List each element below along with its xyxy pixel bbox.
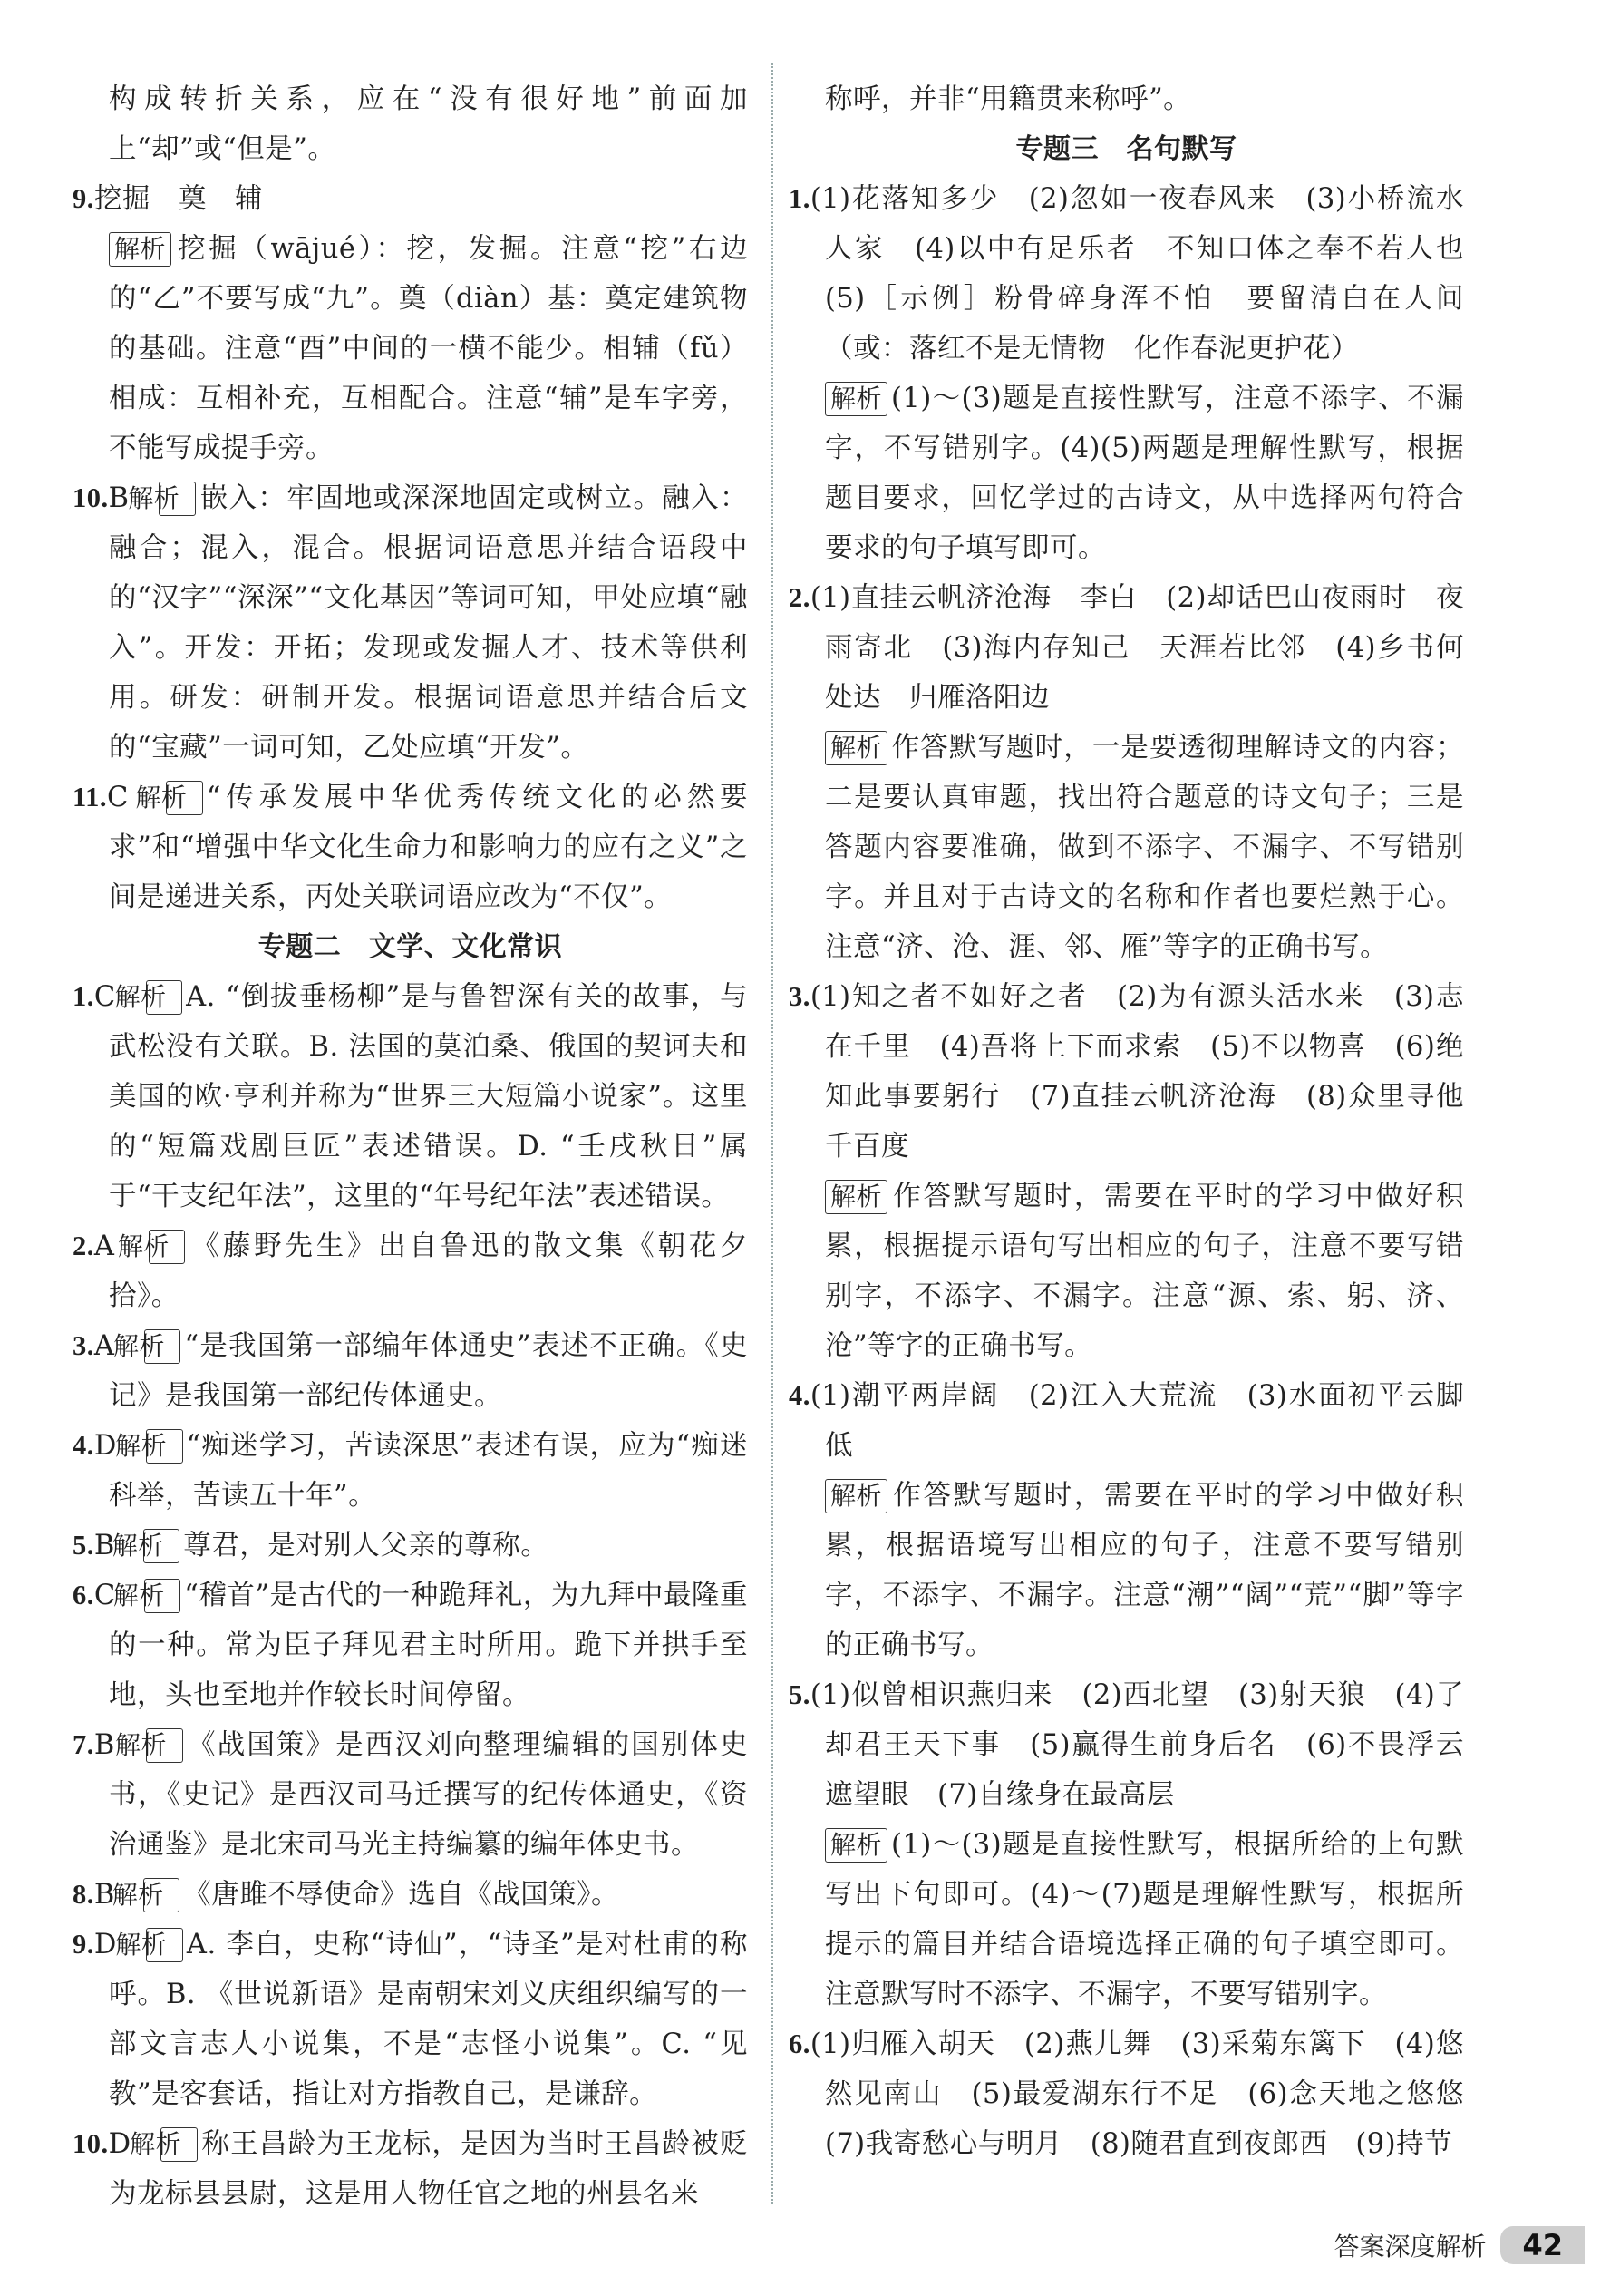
item-text: (1)潮平两岸阔 (2)江入大荒流 (3)水面初平云脚低 — [810, 1380, 1464, 1462]
item-answer: C — [93, 981, 116, 1013]
continued-text: 称呼，并非“用籍贯来称呼”。 — [825, 83, 1192, 115]
analysis-tag: 解析 — [146, 1728, 183, 1763]
analysis-tag: 解析 — [825, 1180, 887, 1214]
answer-item — [789, 1371, 1464, 1471]
analysis-tag: 解析 — [146, 1429, 183, 1464]
item-text: (1)花落知多少 (2)忽如一夜春风来 (3)小桥流水人家 (4)以中有足乐者 不知口体之奉不若人也 (5)［示例］粉骨碎身浑不怕 要留清白在人间（或：落红不是无情物 化作春泥更护花） — [810, 183, 1492, 365]
item-number: 10. — [73, 2128, 109, 2159]
answer-item — [73, 1870, 748, 1920]
analysis-paragraph — [73, 224, 748, 473]
analysis-text: 作答默写题时，需要在平时的学习中做好积累，根据提示语句写出相应的句子，注意不要写错别字，不添字、不漏字。注意“源、索、躬、济、沧”等字的正确书写。 — [825, 1181, 1464, 1362]
analysis-text: (1)～(3)题是直接性默写，注意不添字、不漏字，不写错别字。(4)(5)两题是理解性默写，根据题目要求，回忆学过的古诗文，从中选择两句符合要求的句子填写即可。 — [825, 383, 1464, 564]
answer-item — [73, 1920, 748, 2119]
item-text: (1)直挂云帆济沧海 李白 (2)却话巴山夜雨时 夜雨寄北 (3)海内存知己 天涯若比邻 (4)乡书何处达 归雁洛阳边 — [810, 582, 1464, 714]
item-number: 8. — [73, 1879, 94, 1910]
analysis-text: 作答默写题时，一是要透彻理解诗文的内容；二是要认真审题，找出符合题意的诗文句子；三是答题内容要准确，做到不添字、不漏字、不写错别字。并且对于古诗文的名称和作者也要烂熟于心。注意“济、沧、涯、邻、雁”等字的正确书写。 — [825, 732, 1464, 963]
answer-item — [789, 174, 1492, 374]
item-number: 7. — [73, 1729, 94, 1760]
item-number: 2. — [789, 582, 810, 613]
answer-item — [73, 1571, 748, 1720]
item-answer: C — [93, 1580, 116, 1611]
answer-item — [73, 74, 748, 174]
analysis-tag: 解析 — [149, 1230, 186, 1264]
answer-item — [73, 1421, 748, 1521]
item-answer: D — [93, 1929, 117, 1960]
item-text: (1)归雁入胡天 (2)燕儿舞 (3)采菊东篱下 (4)悠然见南山 (5)最爱湖东行不足 (6)念天地之悠悠 (7)我寄愁心与明月 (8)随君直到夜郎西 (9)持节 — [810, 2028, 1492, 2160]
analysis-tag: 解析 — [144, 1329, 181, 1364]
analysis-tag: 解析 — [159, 482, 196, 516]
analysis-tag: 解析 — [166, 781, 203, 815]
item-text: 《唐雎不辱使命》选自《战国策》。 — [183, 1879, 620, 1911]
answer-item — [789, 972, 1464, 1172]
analysis-tag: 解析 — [825, 1828, 887, 1863]
item-number: 6. — [789, 2028, 810, 2059]
item-number: 5. — [73, 1530, 94, 1561]
item-text: 称王昌龄为王龙标，是因为当时王昌龄被贬为龙标县县尉，这是用人物任官之地的州县名来 — [109, 2128, 748, 2210]
answer-item — [73, 1521, 748, 1571]
page-footer — [1334, 2217, 1585, 2273]
item-text: A. “倒拔垂杨柳”是与鲁智深有关的故事，与武松没有关联。B. 法国的莫泊桑、俄国的契诃夫和美国的欧·亨利并称为“世界三大短篇小说家”。这里的“短篇戏剧巨匠”表述错误。D. “壬戌秋日”属于“干支纪年法”，这里的“年号纪年法”表述错误。 — [109, 981, 748, 1212]
left-column — [73, 74, 748, 2219]
item-text: “痴迷学习，苦读深思”表述有误，应为“痴迷科举，苦读五十年”。 — [109, 1430, 749, 1512]
analysis-tag: 解析 — [825, 1479, 887, 1513]
answer-item — [73, 473, 748, 773]
footer-label: 答案深度解析 — [1334, 2232, 1487, 2262]
answer-item — [789, 1670, 1464, 1820]
analysis-tag: 解析 — [160, 2127, 198, 2162]
analysis-tag: 解析 — [825, 382, 887, 416]
item-text: “稽首”是古代的一种跪拜礼，为九拜中最隆重的一种。常为臣子拜见君主时所用。跪下并拱手至地，头也至地并作较长时间停留。 — [109, 1580, 749, 1711]
analysis-paragraph — [789, 374, 1464, 573]
item-number: 1. — [73, 981, 94, 1012]
answer-item — [789, 2019, 1492, 2169]
right-column — [789, 74, 1492, 2169]
section-heading: 专题三 名句默写 — [1015, 133, 1237, 165]
item-number: 3. — [789, 981, 810, 1012]
analysis-paragraph — [789, 723, 1464, 972]
answer-item — [73, 1321, 748, 1421]
item-answer: A — [93, 1330, 115, 1362]
analysis-tag: 解析 — [146, 1928, 183, 1962]
analysis-paragraph — [789, 1172, 1464, 1371]
item-answer: B — [93, 1879, 115, 1911]
page-number: 42 — [1500, 2226, 1585, 2264]
item-number: 10. — [73, 482, 109, 513]
item-text: (1)知之者不如好之者 (2)为有源头活水来 (3)志在千里 (4)吾将上下而求索 (5)不以物喜 (6)绝知此事要躬行 (7)直挂云帆济沧海 (8)众里寻他千百度 — [810, 981, 1464, 1163]
analysis-tag: 解析 — [144, 1579, 181, 1613]
item-answer: A — [93, 1231, 115, 1262]
answer-item — [73, 1720, 748, 1870]
item-number: 4. — [73, 1430, 94, 1461]
item-text: 《战国策》是西汉刘向整理编辑的国别体史书，《史记》是西汉司马迁撰写的纪传体通史，《资治通鉴》是北宋司马光主持编纂的编年体史书。 — [109, 1729, 749, 1861]
item-text: (1)似曾相识燕归来 (2)西北望 (3)射天狼 (4)了却君王天下事 (5)赢得生前身后名 (6)不畏浮云遮望眼 (7)自缘身在最高层 — [810, 1679, 1464, 1811]
answer-item — [73, 174, 748, 224]
item-answer: B — [93, 1530, 115, 1561]
continued-text: 构成转折关系，应在“没有很好地”前面加上“却”或“但是”。 — [109, 83, 748, 165]
analysis-tag: 解析 — [825, 731, 887, 765]
item-answer: B — [108, 482, 130, 514]
analysis-text: 作答默写题时，需要在平时的学习中做好积累，根据语境写出相应的句子，注意不要写错别字，不添字、不漏字。注意“潮”“阔”“荒”“脚”等字的正确书写。 — [825, 1480, 1464, 1661]
item-answer: D — [108, 2128, 131, 2160]
analysis-text: (1)～(3)题是直接性默写，根据所给的上句默写出下句即可。(4)～(7)题是理解性默写，根据所提示的篇目并结合语境选择正确的句子填空即可。注意默写时不添字、不漏字，不要写错别字。 — [825, 1829, 1464, 2010]
answer-item — [73, 972, 748, 1221]
answer-item — [73, 1221, 748, 1321]
item-number: 5. — [789, 1679, 810, 1710]
analysis-paragraph — [789, 1820, 1464, 2019]
section-heading: 专题二 文学、文化常识 — [257, 931, 563, 963]
analysis-tag: 解析 — [143, 1878, 180, 1912]
item-number: 6. — [73, 1580, 94, 1610]
item-number: 4. — [789, 1380, 810, 1411]
column-divider — [771, 63, 773, 2204]
item-number: 11. — [73, 782, 107, 812]
answer-item — [789, 74, 1464, 124]
item-text: “传承发展中华优秀传统文化的必然要求”和“增强中华文化生命力和影响力的应有之义”之间是递进关系，丙处关联词语应改为“不仅”。 — [109, 782, 748, 913]
item-number: 2. — [73, 1231, 94, 1261]
analysis-paragraph — [789, 1471, 1464, 1670]
item-number: 9. — [73, 1929, 94, 1960]
answer-item — [789, 573, 1464, 723]
answer-item — [73, 2119, 748, 2219]
item-answer: B — [93, 1729, 115, 1761]
item-answer: D — [93, 1430, 117, 1462]
analysis-tag: 解析 — [143, 1529, 180, 1563]
analysis-tag: 解析 — [109, 232, 171, 267]
item-text: 挖掘 奠 辅 — [93, 183, 263, 215]
item-text: 嵌入：牢固地或深深地固定或树立。融入：融合；混入，混合。根据词语意思并结合语段中的“汉字”“深深”“文化基因”等词可知，甲处应填“融入”。开发：开拓；发现或发掘人才、技术等供利用。研发：研制开发。根据词语意思并结合后文的“宝藏”一词可知，乙处应填“开发”。 — [109, 482, 749, 764]
analysis-tag: 解析 — [146, 980, 183, 1015]
item-number: 9. — [73, 183, 94, 214]
item-text: “是我国第一部编年体通史”表述不正确。《史记》是我国第一部纪传体通史。 — [109, 1330, 748, 1412]
item-number: 3. — [73, 1330, 94, 1361]
item-number: 1. — [789, 183, 810, 214]
item-answer: C — [106, 782, 129, 813]
analysis-text: 挖掘（wājué）：挖，发掘。注意“挖”右边的“乙”不要写成“九”。奠（diàn）基：奠定建筑物的基础。注意“酉”中间的一横不能少。相辅（fǔ）相成：互相补充，互相配合。注意“辅”是车字旁，不能写成提手旁。 — [109, 233, 748, 464]
answer-item — [73, 773, 748, 922]
item-text: 《藤野先生》出自鲁迅的散文集《朝花夕拾》。 — [109, 1231, 749, 1312]
item-text: 尊君，是对别人父亲的尊称。 — [183, 1530, 549, 1561]
item-text: A. 李白，史称“诗仙”，“诗圣”是对杜甫的称呼。B. 《世说新语》是南朝宋刘义庆组织编写的一部文言志人小说集，不是“志怪小说集”。C. “见教”是客套话，指让对方指教自己，是谦辞。 — [109, 1929, 748, 2110]
